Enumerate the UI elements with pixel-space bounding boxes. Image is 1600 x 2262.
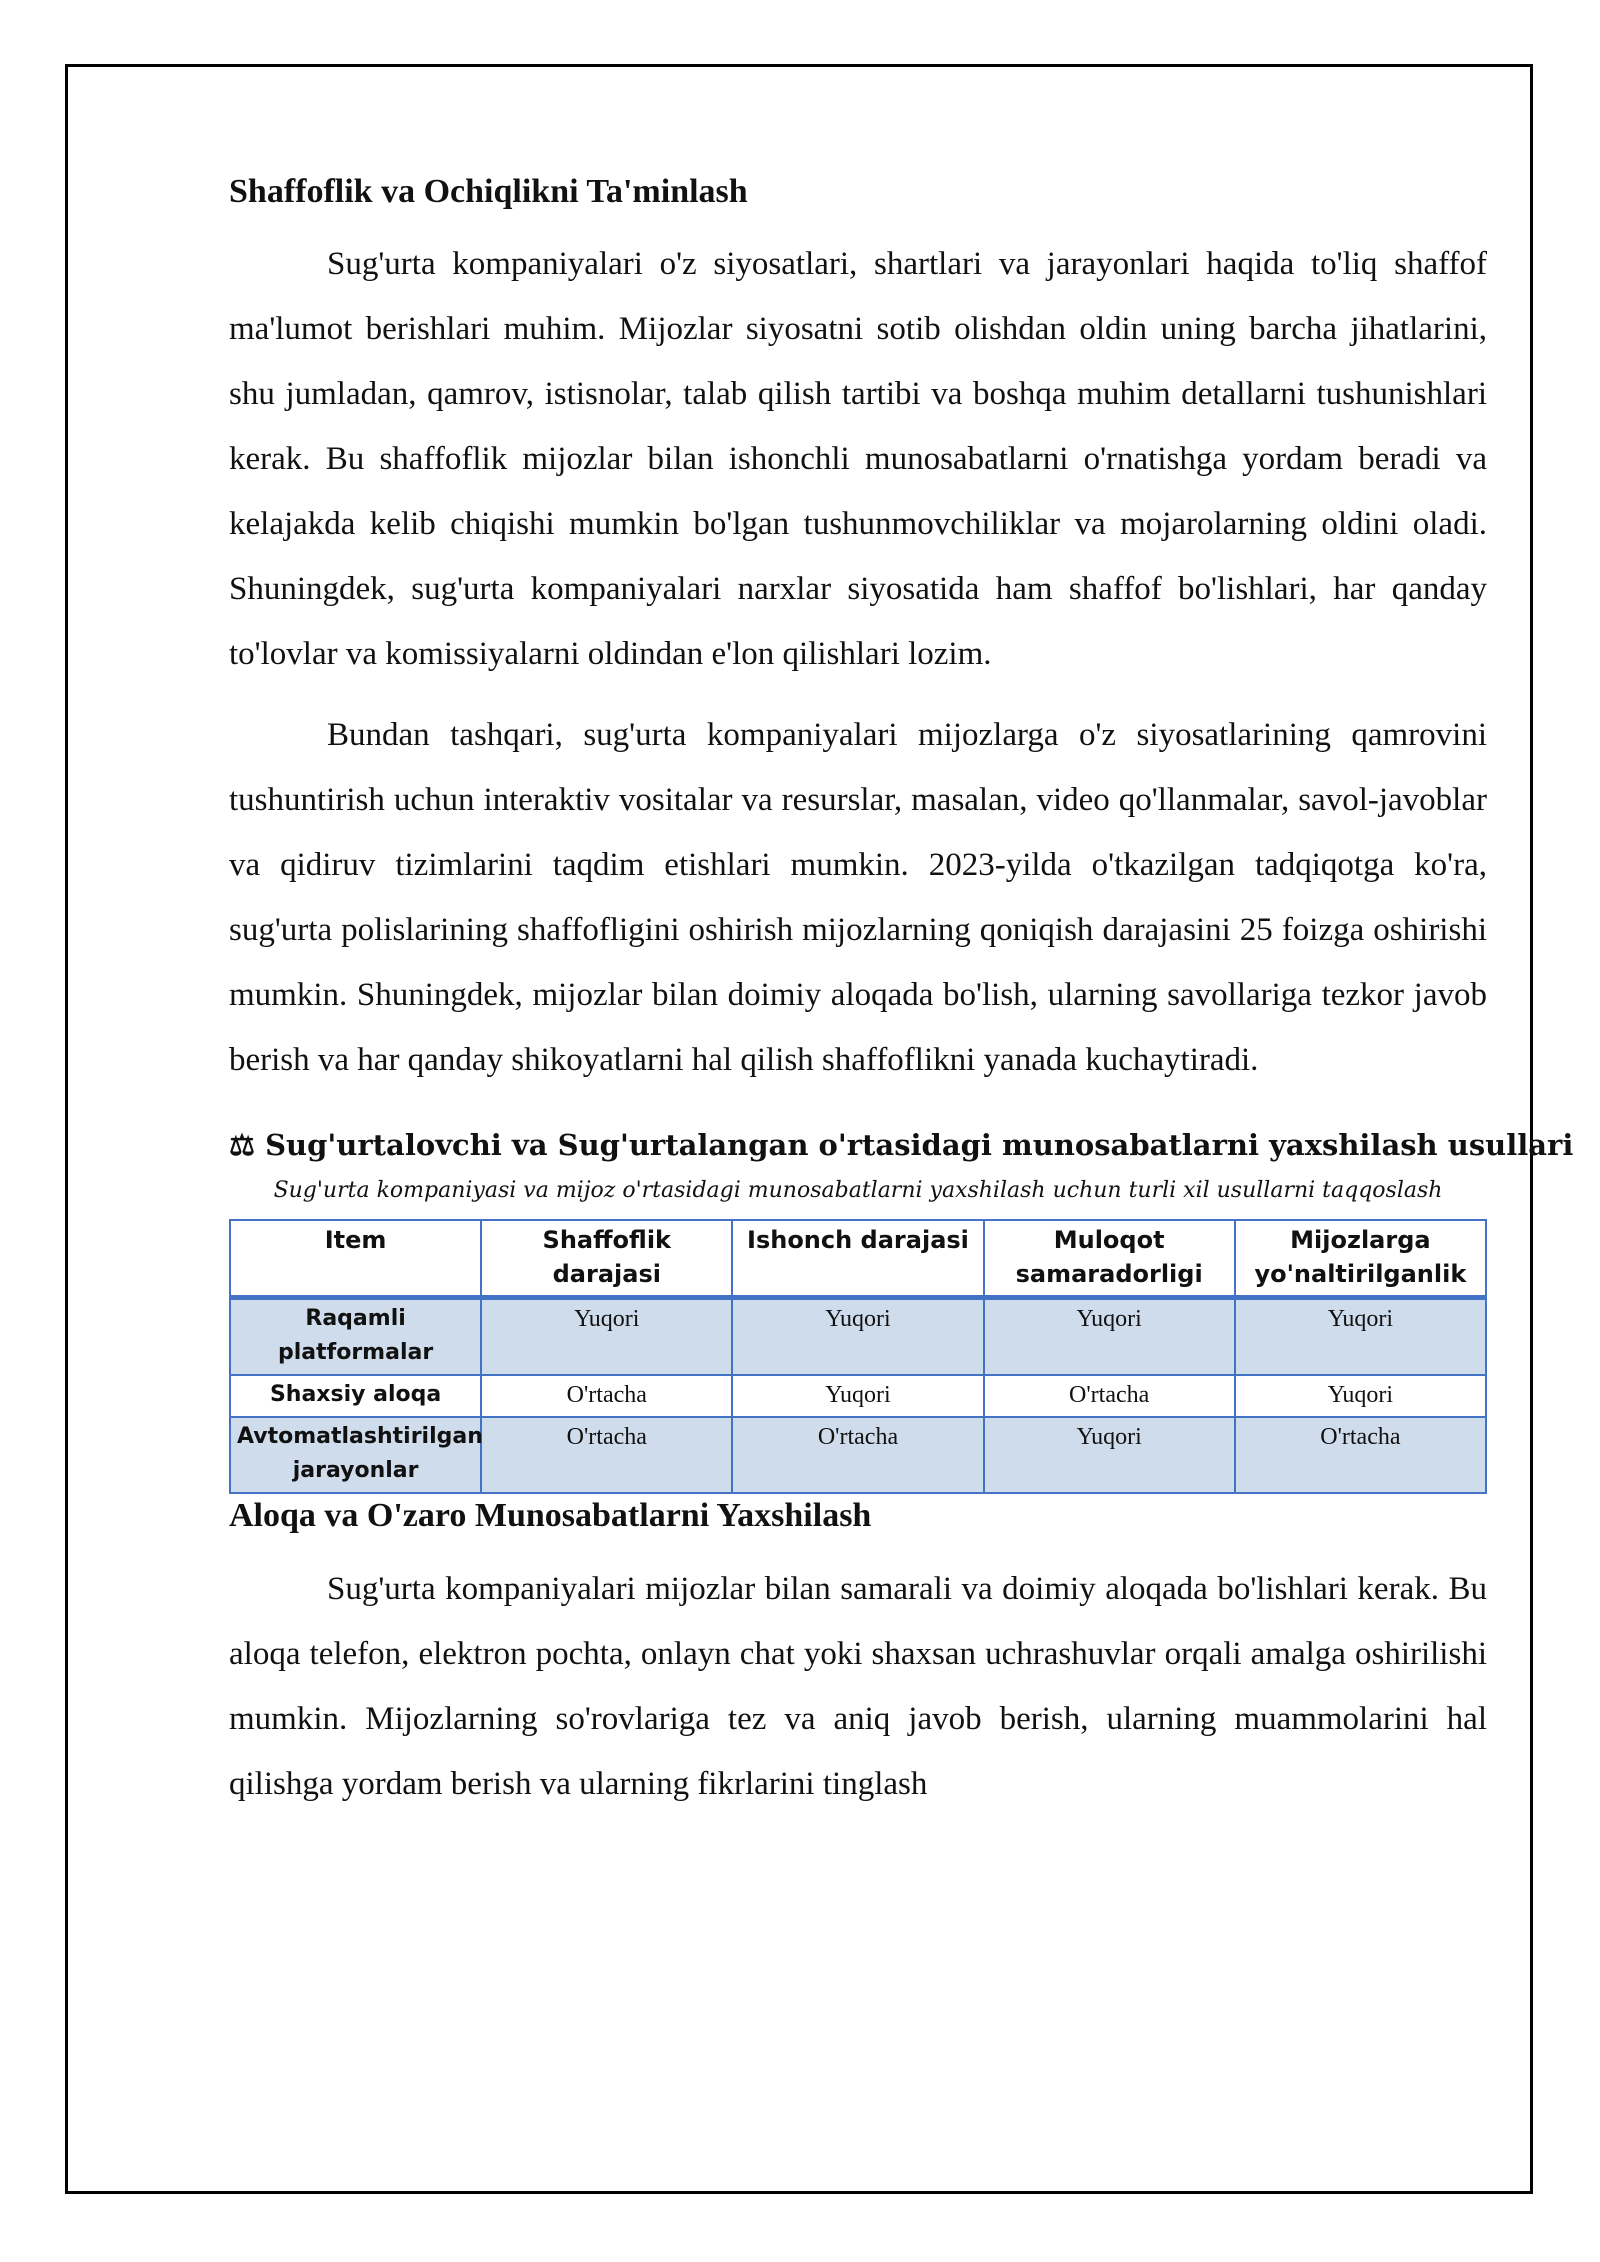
table-cell: O'rtacha bbox=[984, 1375, 1235, 1417]
paragraph: Sug'urta kompaniyalari mijozlar bilan samarali va doimiy aloqada bo'lishlari kerak. Bu aloqa telefon, elektron pochta, onlayn chat yoki shaxsan uchrashuvlar orqali amalga oshirilishi mumkin. Mijozlarning so'rovlariga tez va aniq javob berish, ularning muammolarini hal qilishga yordam berish va ularning fikrlarini tinglash bbox=[229, 1570, 1487, 1802]
column-header: Muloqot samaradorligi bbox=[984, 1220, 1235, 1298]
scales-icon: ⚖ bbox=[229, 1128, 255, 1163]
paragraph: Sug'urta kompaniyalari o'z siyosatlari, shartlari va jarayonlari haqida to'liq shaffof ma'lumot berishlari muhim. Mijozlar siyosatni sotib olishdan oldin uning barcha jihatlarini, shu jumladan, qamrov, istisnolar, talab qilish tartibi va boshqa muhim detallarni tushunishlari kerak. Bu shaffoflik mijozlar bilan ishonchli munosabatlarni o'rnatishga yordam beradi va kelajakda kelib chiqishi mumkin bo'lgan tushunmovchiliklar va mojarolarning oldini oladi. Shuningdek, sug'urta kompaniyalari narxlar siyosatida ham shaffof bo'lishlari, har qanday to'lovlar va komissiyalarni oldindan e'lon qilishlari lozim. bbox=[229, 246, 1487, 673]
table-cell: Yuqori bbox=[1235, 1375, 1486, 1417]
column-header: Shaffoflik darajasi bbox=[481, 1220, 732, 1298]
table-cell: O'rtacha bbox=[481, 1375, 732, 1417]
table-cell: Yuqori bbox=[984, 1298, 1235, 1376]
row-header: Avtomatlashtirilgan jarayonlar bbox=[230, 1417, 481, 1493]
table-cell: O'rtacha bbox=[481, 1417, 732, 1493]
document-body bbox=[229, 170, 1574, 1833]
paragraph: Bundan tashqari, sug'urta kompaniyalari mijozlarga o'z siyosatlarining qamrovini tushuntirish uchun interaktiv vositalar va resurslar, masalan, video qo'llanmalar, savol-javoblar va qidiruv tizimlarini taqdim etishlari mumkin. 2023-yilda o'tkazilgan tadqiqotga ko'ra, sug'urta polislarining shaffofligini oshirish mijozlarning qoniqish darajasini 25 foizga oshirishi mumkin. Shuningdek, mijozlar bilan doimiy aloqada bo'lish, ularning savollariga tezkor javob berish va har qanday shikoyatlarni hal qilish shaffoflikni yanada kuchaytiradi. bbox=[229, 717, 1487, 1079]
table-title bbox=[229, 1127, 1574, 1165]
table-cell: Yuqori bbox=[732, 1375, 983, 1417]
comparison-table-block bbox=[229, 1127, 1574, 1494]
column-header: Mijozlarga yo'naltirilganlik bbox=[1235, 1220, 1486, 1298]
table-header-row bbox=[230, 1220, 1486, 1298]
table-row bbox=[230, 1375, 1486, 1417]
column-header: Ishonch darajasi bbox=[732, 1220, 983, 1298]
table-cell: O'rtacha bbox=[732, 1417, 983, 1493]
section-heading-communication: Aloqa va O'zaro Munosabatlarni Yaxshilash bbox=[229, 1497, 872, 1535]
section-heading-transparency: Shaffoflik va Ochiqlikni Ta'minlash bbox=[229, 173, 748, 210]
table-cell: Yuqori bbox=[1235, 1298, 1486, 1376]
table-cell: Yuqori bbox=[984, 1417, 1235, 1493]
table-row bbox=[230, 1417, 1486, 1493]
table-cell: O'rtacha bbox=[1235, 1417, 1486, 1493]
table-cell: Yuqori bbox=[732, 1298, 983, 1376]
row-header: Raqamli platformalar bbox=[230, 1298, 481, 1376]
table-subtitle: Sug'urta kompaniyasi va mijoz o'rtasidagi munosabatlarni yaxshilash uchun turli xil usullarni taqqoslash bbox=[273, 1177, 1443, 1203]
column-header: Item bbox=[230, 1220, 481, 1298]
table-cell: Yuqori bbox=[481, 1298, 732, 1376]
table-row bbox=[230, 1298, 1486, 1376]
table-title-text: Sug'urtalovchi va Sug'urtalangan o'rtasidagi munosabatlarni yaxshilash usullari bbox=[265, 1128, 1574, 1163]
row-header: Shaxsiy aloqa bbox=[230, 1375, 481, 1417]
comparison-table bbox=[229, 1219, 1487, 1494]
